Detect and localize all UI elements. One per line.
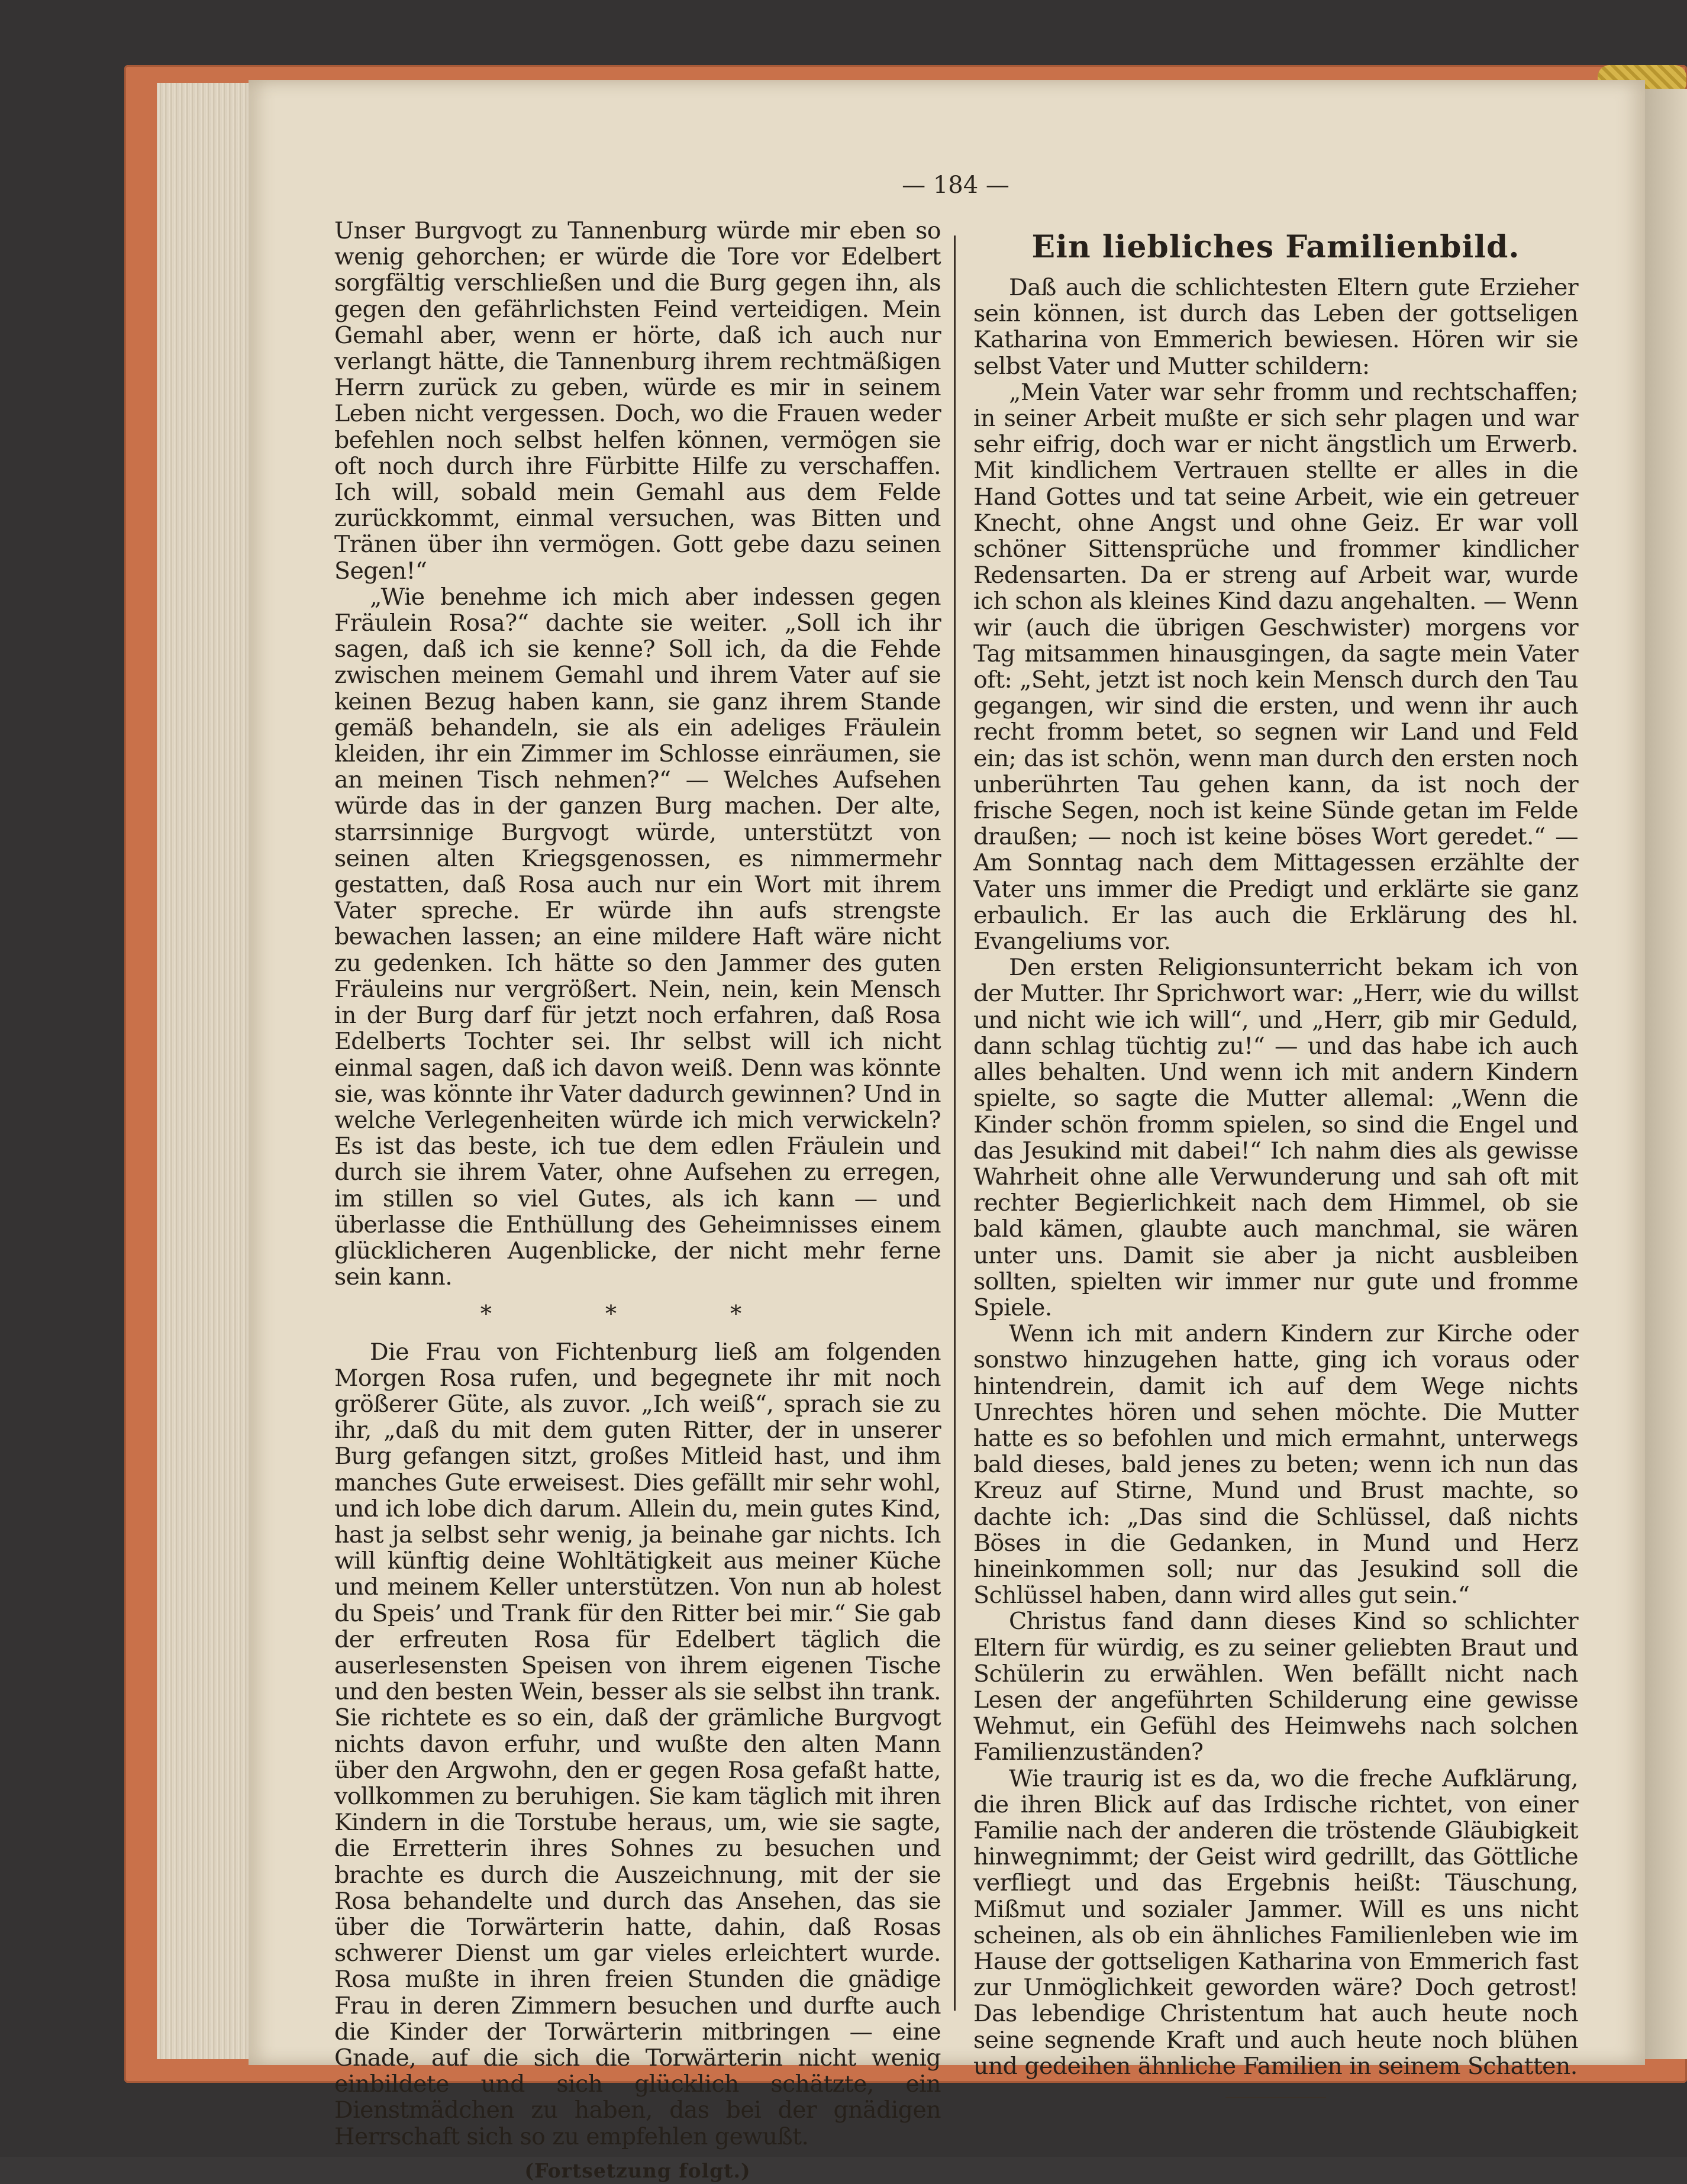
paragraph: Wie traurig ist es da, wo die freche Aufklärung, die ihren Blick auf das Irdische richtet, von einer Familie nach der anderen die tröstende Gläubigkeit hinwegnimmt; der Geist wird gedrillt, das Göttliche verfliegt und das Ergebnis heißt: Täuschung, Mißmut und sozialer Jammer. Will es uns nicht scheinen, als ob ein ähnliches Familienleben wie im Hause der gottseligen Katharina von Emmerich fast zur Unmöglichkeit geworden wäre? Doch getrost! Das lebendige Christentum hat auch heute noch seine segnende Kraft und auch heute noch blühen und gedeihen ähnliche Familien in seinem Schatten.: [973, 1764, 1578, 2080]
section-separator: * * *: [480, 1301, 795, 1327]
paragraph: Die Frau von Fichtenburg ließ am folgenden Morgen Rosa rufen, und begegnete ihr mit noch größerer Güte, als zuvor. „Ich weiß“, sprach sie zu ihr, „daß du mit dem guten Ritter, der in unserer Burg gefangen sitzt, großes Mitleid hast, und ihm manches Gute erweisest. Dies gefällt mir sehr wohl, und ich lobe dich darum. Allein du, mein gutes Kind, hast ja selbst sehr wenig, ja beinahe gar nichts. Ich will künftig deine Wohltätigkeit aus meiner Küche und meinem Keller unterstützen. Von nun ab holest du Speis’ und Trank für den Ritter bei mir.“ Sie gab der erfreuten Rosa für Edelbert täglich die auserlesensten Speisen von ihrem eigenen Tische und den besten Wein, besser als sie selbst ihn trank. Sie richtete es so ein, daß der grämliche Burgvogt nichts davon erfuhr, und wußte den alten Mann über den Argwohn, den er gegen Rosa gefaßt hatte, vollkommen zu beruhigen. Sie kam täglich mit ihren Kindern in die Torstube heraus, um, wie sie sagte, die Erretterin ihres Sohnes zu besuchen und brachte es durch die Auszeichnung, mit der sie Rosa behandelte und durch das Ansehen, das sie über die Torwärterin hatte, dahin, daß Rosas schwerer Dienst um gar vieles erleichtert wurde. Rosa mußte in ihren freien Stunden die gnädige Frau in deren Zimmern besuchen und durfte auch die Kinder der Torwärterin mitbringen — eine Gnade, auf die sich die Torwärterin nicht wenig einbildete und sich glücklich schätzte, ein Dienstmädchen zu haben, das bei der gnädigen Herrschaft sich so zu empfehlen gewußt.: [334, 1338, 941, 2150]
column-divider: [954, 236, 956, 2011]
end-rule: [1225, 2097, 1326, 2098]
paragraph: Christus fand dann dieses Kind so schlichter Eltern für würdig, es zu seiner geliebten Braut und Schülerin zu erwählen. Wen befällt nicht nach Lesen der angeführten Schilderung eine gewisse Wehmut, ein Gefühl des Heimwehs nach solchen Familienzuständen?: [973, 1608, 1578, 1766]
paragraph: Den ersten Religionsunterricht bekam ich von der Mutter. Ihr Sprichwort war: „Herr, wie du willst und nicht wie ich will“, und „Herr, gib mir Geduld, dann schlag tüchtig zu!“ — und das habe ich auch alles behalten. Und wenn ich mit andern Kindern spielte, so sagte die Mutter allemal: „Wenn die Kinder schön fromm spielen, so sind die Engel und das Jesukind mit dabei!“ Ich nahm dies als gewisse Wahrheit ohne alle Verwunderung und sah oft mit rechter Begierlichkeit nach dem Himmel, ob sie bald kämen, glaubte auch manchmal, sie wären unter uns. Damit sie aber ja nicht ausbleiben sollten, spielten wir immer nur gute und fromme Spiele.: [973, 954, 1578, 1321]
page-edges: [157, 83, 260, 2059]
article-title: Ein liebliches Familienbild.: [1031, 229, 1520, 265]
paragraph: „Wie benehme ich mich aber indessen gegen Fräulein Rosa?“ dachte sie weiter. „Soll ich ihr sagen, daß ich sie kenne? Soll ich, da die Fehde zwischen meinem Gemahl und ihrem Vater auf sie keinen Bezug haben kann, sie ganz ihrem Stande gemäß behandeln, sie als ein adeliges Fräulein kleiden, ihr ein Zimmer im Schlosse einräumen, sie an meinen Tisch nehmen?“ — Welches Aufsehen würde das in der ganzen Burg machen. Der alte, starrsinnige Burgvogt würde, unterstützt von seinen alten Kriegsgenossen, es nimmermehr gestatten, daß Rosa auch nur ein Wort mit ihrem Vater spreche. Er würde ihn aufs strengste bewachen lassen; an eine mildere Haft wäre nicht zu gedenken. Ich hätte so den Jammer des guten Fräuleins nur vergrößert. Nein, nein, kein Mensch in der Burg darf für jetzt noch erfahren, daß Rosa Edelberts Tochter sei. Ihr selbst will ich nicht einmal sagen, daß ich davon weiß. Denn was könnte sie, was könnte ihr Vater dadurch gewinnen? Und in welche Verlegenheiten würde ich mich verwickeln? Es ist das beste, ich tue dem edlen Fräulein und durch sie ihrem Vater, ohne Aufsehen zu erregen, im stillen so viel Gutes, als ich kann — und überlasse die Enthüllung des Geheimnisses einem glücklicheren Augenblicke, der nicht mehr ferne sein kann.: [334, 583, 941, 1291]
continuation-note: (Fortsetzung folgt.): [524, 2159, 751, 2182]
right-column: [973, 230, 1578, 2098]
paragraph: Daß auch die schlichtesten Eltern gute Erzieher sein können, ist durch das Leben der gottseligen Katharina von Emmerich bewiesen. Hören wir sie selbst Vater und Mutter schildern:: [973, 274, 1578, 380]
paragraph: „Mein Vater war sehr fromm und rechtschaffen; in seiner Arbeit mußte er sich sehr plagen und war sehr eifrig, doch war er nicht ängstlich um Erwerb. Mit kindlichem Vertrauen stellte er alles in die Hand Gottes und tat seine Arbeit, wie ein getreuer Knecht, ohne Angst und ohne Geiz. Er war voll schöner Sittensprüche und frommer kindlicher Redensarten. Da er streng auf Arbeit war, wurde ich schon als kleines Kind dazu angehalten. — Wenn wir (auch die übrigen Geschwister) morgens vor Tag mitsammen hinausgingen, da sagte mein Vater oft: „Seht, jetzt ist noch kein Mensch durch den Tau gegangen, wir sind die ersten, und wenn ihr auch recht fromm betet, so segnen wir Land und Feld ein; das ist schön, wenn man durch den ersten noch unberührten Tau gehen kann, da ist noch der frische Segen, noch ist keine Sünde getan im Felde draußen; — noch ist keine böses Wort geredet.“ — Am Sonntag nach dem Mittagessen erzählte der Vater uns immer die Predigt und erklärte sie ganz erbaulich. Er las auch die Erklärung des hl. Evangeliums vor.: [973, 378, 1578, 956]
page-number: — 184 —: [902, 172, 1009, 199]
left-column: [334, 218, 941, 2184]
paragraph: Wenn ich mit andern Kindern zur Kirche oder sonstwo hinzugehen hatte, ging ich voraus oder hintendrein, damit ich auf dem Wege nichts Unrechtes hören und sehen möchte. Die Mutter hatte es so befohlen und mich ermahnt, unterwegs bald dieses, bald jenes zu beten; wenn ich nun das Kreuz auf Stirne, Mund und Brust machte, so dachte ich: „Das sind die Schlüssel, daß nichts Böses in die Gedanken, in Mund und Herz hineinkommen soll; nur das Jesukind soll die Schlüssel haben, dann wird alles gut sein.“: [973, 1320, 1578, 1609]
paragraph: Unser Burgvogt zu Tannenburg würde mir eben so wenig gehorchen; er würde die Tore vor Edelbert sorgfältig verschließen und die Burg gegen ihn, als gegen den gefährlichsten Feind verteidigen. Mein Gemahl aber, wenn er hörte, daß ich auch nur verlangt hätte, die Tannenburg ihrem rechtmäßigen Herrn zurück zu geben, würde es mir in seinem Leben nicht vergessen. Doch, wo die Frauen weder befehlen noch selbst helfen können, vermögen sie oft noch durch ihre Fürbitte Hilfe zu verschaffen. Ich will, sobald mein Gemahl aus dem Felde zurückkommt, einmal versuchen, was Bitten und Tränen über ihn vermögen. Gott gebe dazu seinen Segen!“: [334, 217, 941, 585]
